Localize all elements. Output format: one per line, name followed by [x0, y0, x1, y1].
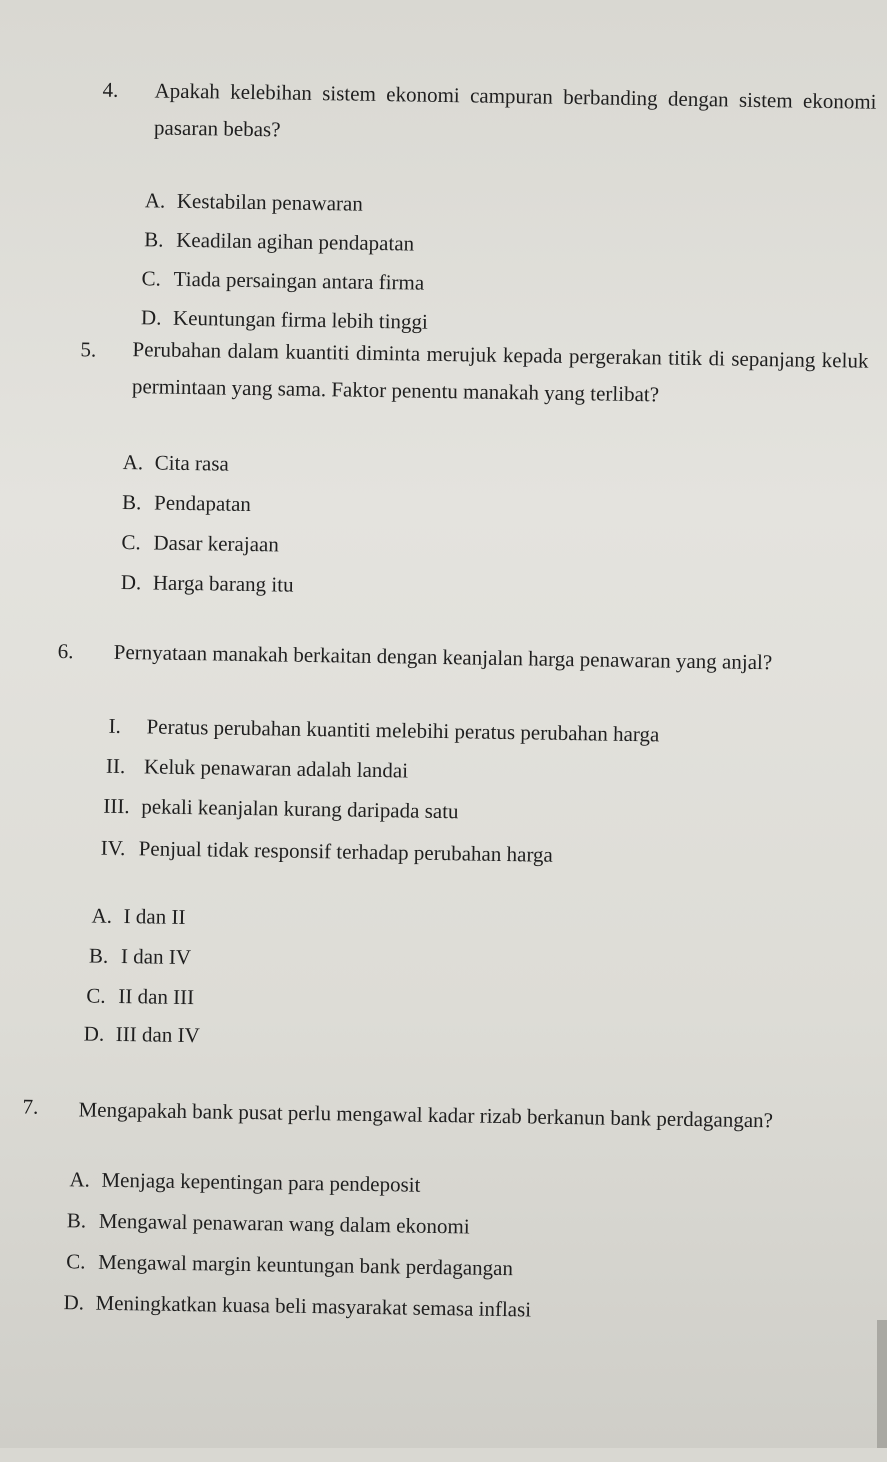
statement-text: Keluk penawaran adalah landai: [143, 754, 409, 783]
option-b[interactable]: [122, 490, 251, 517]
option-letter: D.: [140, 305, 162, 330]
option-b[interactable]: [144, 227, 414, 256]
option-c[interactable]: [86, 983, 194, 1010]
statement-numeral: II.: [105, 753, 126, 779]
page-edge-shadow: [877, 1320, 887, 1448]
option-letter: D.: [83, 1021, 105, 1046]
option-letter: B.: [121, 489, 142, 515]
statement-text: pekali keanjalan kurang daripada satu: [141, 794, 459, 824]
option-d[interactable]: [121, 570, 294, 598]
option-d[interactable]: [84, 1021, 200, 1048]
statement-iv: [100, 836, 553, 868]
option-letter: B.: [66, 1208, 87, 1233]
option-letter: A.: [122, 449, 144, 475]
question-text: Mengapakah bank pusat perlu mengawal kadar rizab berkanun bank perdagangan?: [78, 1097, 774, 1133]
option-text: II dan III: [118, 983, 195, 1010]
option-letter: A.: [91, 903, 113, 928]
option-text: Kestabilan penawaran: [176, 188, 364, 216]
option-letter: C.: [141, 266, 162, 291]
option-text: III dan IV: [115, 1021, 200, 1048]
option-text: Menjaga kepentingan para pendeposit: [101, 1167, 421, 1197]
statement-i: [108, 714, 659, 748]
question-number: 5.: [80, 337, 97, 362]
statement-numeral: IV.: [100, 835, 126, 861]
option-text: Mengawal penawaran wang dalam ekonomi: [98, 1208, 470, 1239]
option-a[interactable]: [123, 450, 229, 477]
option-d[interactable]: [141, 305, 428, 335]
question-text: Perubahan dalam kuantiti diminta merujuk kepada pergerakan titik di sepanjang keluk permintaan yang sama. Faktor penentu manakah yang terlibat?: [131, 337, 869, 407]
option-text: Dasar kerajaan: [153, 530, 280, 557]
option-letter: C.: [66, 1249, 86, 1274]
option-text: Keadilan agihan pendapatan: [176, 227, 415, 256]
statement-text: Penjual tidak responsif terhadap perubahan harga: [138, 836, 554, 867]
statement-numeral: III.: [103, 793, 130, 819]
option-letter: C.: [86, 983, 106, 1008]
option-text: Meningkatkan kuasa beli masyarakat semasa inflasi: [95, 1290, 532, 1322]
option-text: Keuntungan firma lebih tinggi: [172, 305, 429, 334]
statement-numeral: I.: [108, 713, 122, 738]
option-a[interactable]: [91, 904, 185, 930]
option-text: Tiada persaingan antara firma: [173, 266, 425, 295]
question-number: 4.: [102, 77, 119, 102]
question-4: [0, 0, 887, 334]
option-c[interactable]: [121, 530, 279, 557]
statement-iii: [103, 794, 459, 825]
option-text: Cita rasa: [154, 450, 229, 476]
option-letter: A.: [69, 1167, 91, 1192]
option-a[interactable]: [145, 188, 363, 216]
option-text: Pendapatan: [153, 490, 252, 517]
option-a[interactable]: [69, 1167, 420, 1198]
option-letter: B.: [88, 943, 109, 968]
option-letter: B.: [144, 227, 164, 252]
option-text: Mengawal margin keuntungan bank perdagangan: [98, 1249, 514, 1281]
statement-text: Peratus perubahan kuantiti melebihi peratus perubahan harga: [146, 714, 660, 747]
option-letter: D.: [63, 1290, 85, 1315]
option-text: Harga barang itu: [152, 570, 294, 597]
option-letter: A.: [144, 188, 166, 213]
option-c[interactable]: [66, 1249, 513, 1281]
question-text: Pernyataan manakah berkaitan dengan keanjalan harga penawaran yang anjal?: [113, 639, 773, 675]
option-text: I dan IV: [120, 944, 192, 970]
option-text: I dan II: [123, 904, 186, 930]
question-number: 7.: [22, 1094, 39, 1119]
option-d[interactable]: [63, 1290, 531, 1322]
option-b[interactable]: [89, 944, 191, 971]
option-letter: D.: [120, 569, 142, 595]
option-c[interactable]: [141, 266, 424, 295]
option-letter: C.: [121, 529, 141, 555]
question-number: 6.: [57, 638, 74, 664]
question-text: Apakah kelebihan sistem ekonomi campuran berbanding dengan sistem ekonomi pasaran bebas?: [153, 78, 877, 142]
option-b[interactable]: [67, 1208, 470, 1239]
statement-ii: [106, 754, 408, 784]
